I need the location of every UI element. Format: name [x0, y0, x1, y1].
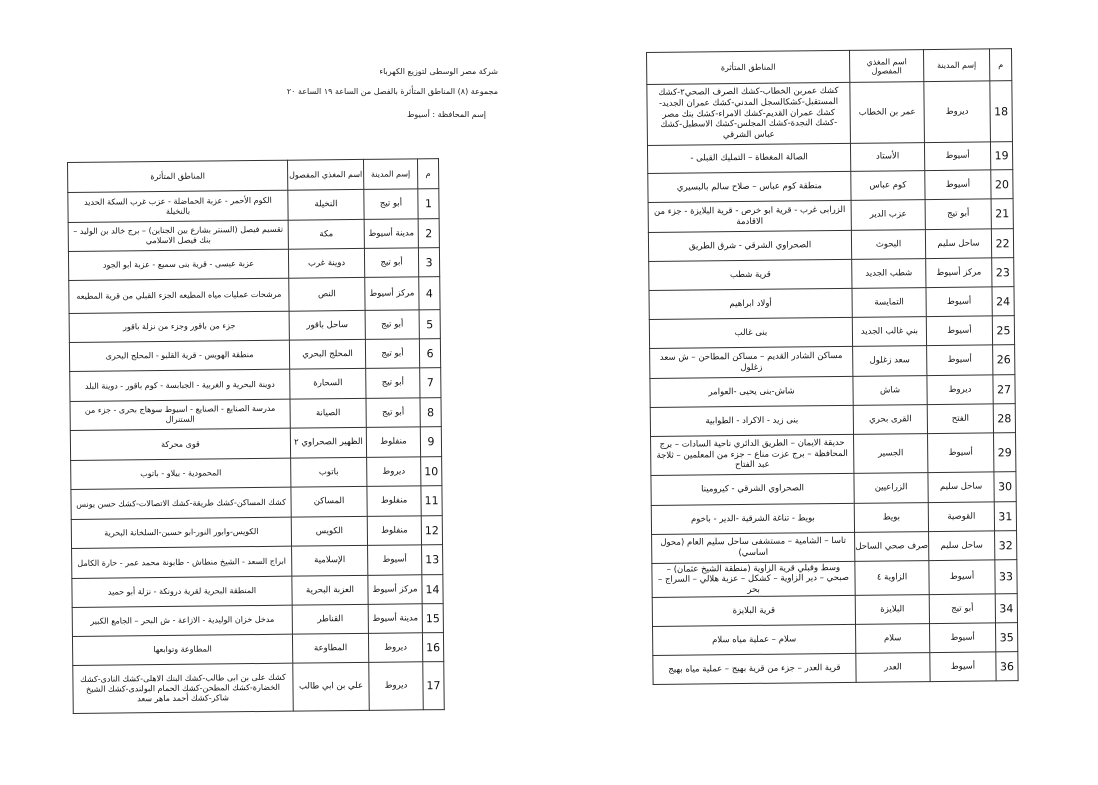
table-row: [647, 142, 1012, 174]
city-cell: منفلوط: [367, 486, 421, 517]
city-cell: أسيوط: [930, 652, 996, 682]
row-number: 13: [422, 545, 443, 575]
feeder-cell: العزبة البحرية: [292, 575, 368, 605]
areas-cell: الصالة المغطاة – التمليك القبلى -: [647, 143, 850, 173]
areas-cell: ابراج السعد - الشيخ منطاش - طابونة محمد عمر - حارة الكامل: [72, 546, 292, 578]
feeder-cell: الزراعيين: [854, 473, 928, 504]
feeder-cell: دوينة غرب: [288, 248, 364, 278]
city-cell: مركز أسيوط: [365, 277, 419, 311]
areas-cell: حديقة الايمان – الطريق الدائري ناحية السادات – برج المحافظة – برج عزت مناع – جزء من المعلمين – ثلاجة عبد الفتاح: [651, 434, 854, 475]
feeder-cell: المساكن: [291, 486, 367, 517]
col-header-city: إسم المدينة: [363, 159, 417, 190]
city-cell: أسيوط: [924, 142, 990, 171]
row-number: 22: [991, 229, 1013, 258]
row-number: 5: [419, 310, 440, 339]
table-row: [71, 486, 442, 520]
feeder-cell: الأستاد: [850, 143, 924, 172]
table-row: [652, 560, 1017, 598]
row-number: 36: [996, 652, 1018, 681]
row-number: 3: [418, 248, 439, 277]
table-row: [648, 199, 1013, 233]
feeder-cell: النخيلة: [288, 189, 364, 220]
row-number: 4: [419, 277, 440, 310]
areas-cell: منطقة الهويس - قرية القليو - المحلج البحرى: [69, 340, 289, 371]
areas-cell: مساكن الشادر القديم – مساكن المطاحن – ش سعد زغلول: [650, 346, 853, 378]
feeder-cell: الجسير: [854, 434, 928, 474]
table-row: [68, 219, 439, 252]
city-cell: أبو تيج: [925, 199, 991, 230]
areas-cell: قرية البلايزة: [652, 595, 855, 626]
feeder-cell: عزب الدير: [851, 200, 925, 231]
feeder-cell: البلايزة: [855, 595, 929, 625]
areas-cell: بنى زيد - الاكراد - الطوابية: [650, 405, 853, 436]
col-header-feeder: اسم المغذي المفصول: [287, 159, 363, 190]
areas-cell: مرشحات عمليات مياه المطيعه الجزء القبلي من قرية المطيعه: [69, 278, 289, 313]
row-number: 20: [991, 170, 1013, 199]
feeder-cell: السحارة: [290, 368, 366, 399]
row-number: 7: [420, 368, 441, 398]
areas-cell: وسط وقبلي قرية الزاوية (منطقة الشيخ عثمان) – صبحي – دير الزاوية – كشكل – عزبة هلالي – السراج – بحر: [652, 561, 855, 597]
feeder-cell: العدر: [856, 653, 930, 683]
areas-cell: منطقة كوم عباس – صلاح سالم بالبسيري: [648, 171, 851, 202]
row-number: 17: [423, 662, 445, 710]
areas-cell: الكوم الأحمر - عزبة الحماضلة - عزب غرب السكة الحديد بالنخيلة: [68, 190, 288, 222]
governorate-label: إسم المحافظة : أسيوط: [406, 110, 486, 119]
row-number: 21: [991, 199, 1013, 229]
table-row: [653, 652, 1018, 685]
table-row: [72, 545, 443, 579]
feeder-cell: شطب الجديد: [852, 259, 926, 289]
feeder-cell: الزاوية ٤: [855, 561, 929, 596]
table-row: [70, 398, 441, 431]
city-cell: أبو تيج: [366, 398, 420, 428]
areas-cell: قرية شطب: [649, 259, 852, 290]
feeder-cell: التمايسة: [852, 288, 926, 318]
city-cell: ديروط: [367, 457, 421, 487]
city-cell: أسيوط: [930, 623, 996, 653]
row-number: 2: [418, 219, 439, 248]
col-header-feeder: اسم المغذي المفصول: [849, 50, 923, 83]
row-number: 15: [422, 604, 443, 633]
table-row: [648, 170, 1013, 203]
table-row: [71, 457, 442, 490]
areas-cell: تاسا – الشامية – مستشفى ساحل سليم العام (محول اساسي): [652, 532, 855, 563]
table-row: [651, 502, 1016, 535]
row-number: 35: [995, 623, 1017, 652]
city-cell: مركز أسيوط: [926, 258, 992, 288]
table-row: [650, 404, 1015, 437]
feeder-cell: شاش: [853, 376, 927, 406]
areas-cell: الكويس-وابور النور-ابو حسين-السلخانة البحرية: [71, 517, 291, 548]
city-cell: أبو تيج: [365, 310, 419, 340]
city-cell: أسيوط: [926, 316, 992, 346]
row-number: 26: [993, 345, 1015, 375]
table-row: [70, 368, 441, 402]
city-cell: ديروط: [368, 633, 422, 663]
table-row: [70, 427, 441, 461]
row-number: 23: [992, 258, 1014, 287]
areas-cell: شاش-بنى يحيى -العوامر: [650, 376, 853, 407]
feeder-cell: سلام: [856, 624, 930, 654]
areas-cell: المحمودية - بيلاو - باتوب: [71, 458, 291, 489]
feeder-cell: القرى بحري: [853, 405, 927, 435]
areas-cell: قوى محركة: [70, 428, 290, 460]
table-row: [649, 316, 1014, 349]
row-number: 19: [990, 142, 1012, 170]
city-cell: أسيوط: [927, 345, 993, 376]
row-number: 34: [995, 594, 1017, 623]
feeder-cell: بني غالب الجديد: [852, 317, 926, 347]
feeder-cell: بويط: [854, 503, 928, 533]
areas-cell: أولاد ابراهيم: [649, 288, 852, 319]
table-row: [649, 258, 1014, 291]
feeder-cell: الصيانة: [290, 398, 366, 428]
row-number: 25: [992, 316, 1014, 345]
city-cell: ساحل سليم: [928, 472, 994, 503]
city-cell: ساحل سليم: [929, 531, 995, 561]
table-row: [650, 345, 1015, 379]
city-cell: أسيوط: [925, 170, 991, 200]
feeder-cell: كوم عباس: [851, 171, 925, 201]
left-table-body: [68, 189, 444, 714]
table-row: [648, 229, 1013, 262]
row-number: 14: [422, 575, 443, 604]
feeder-cell: مكة: [288, 219, 364, 249]
row-number: 8: [420, 398, 441, 427]
areas-cell: بنى غالب: [649, 317, 852, 348]
city-cell: ساحل سليم: [925, 229, 991, 259]
company-name: شركة مصر الوسطى لتوزيع الكهرباء: [379, 67, 498, 76]
table-row: [651, 472, 1016, 506]
areas-cell: جزء من باقور وجزء من نزلة باقور: [69, 311, 289, 342]
row-number: 27: [993, 375, 1015, 404]
group-title: مجموعة (٨) المناطق المتأثرة بالفصل من الساعة ١٩ الساعة ٢٠: [286, 87, 498, 96]
feeder-cell: صرف صحي الساحل: [855, 532, 929, 562]
areas-cell: الزرابى غرب - قرية ابو خرص - قرية البلايزة - جزء من الاقادمة: [648, 200, 851, 232]
table-row: [71, 516, 442, 549]
table-row: [650, 375, 1015, 408]
feeder-cell: المطاوعة: [292, 633, 368, 663]
feeder-cell: الكويس: [291, 516, 367, 546]
row-number: 31: [994, 502, 1016, 531]
city-cell: أبو تيج: [364, 248, 418, 278]
row-number: 28: [993, 404, 1015, 433]
city-cell: ديروط: [924, 81, 991, 143]
city-cell: مركز أسيوط: [368, 575, 422, 605]
areas-cell: مدرسة الصنايع - الصنايع - اسيوط سوهاج بحرى - جزء من الستنرال: [70, 399, 290, 430]
col-header-areas: المناطق المتأثرة: [647, 50, 850, 84]
city-cell: ديروط: [369, 662, 423, 711]
feeder-cell: عمر بن الخطاب: [850, 82, 925, 144]
row-number: 33: [995, 560, 1017, 594]
table-row: [72, 604, 443, 637]
feeder-cell: النص: [289, 277, 365, 311]
row-number: 29: [994, 433, 1016, 472]
table-row: [69, 277, 440, 314]
areas-cell: كشك على بن ابى طالب-كشك البنك الاهلى-كشك النادى-كشك الخضارة-كشك المطحن-كشك الحمام البولندى-كشك الشيخ شاكر-كشك أحمد ماهر سعد: [73, 663, 293, 713]
row-number: 10: [421, 457, 442, 486]
city-cell: أسيوط: [926, 287, 992, 317]
row-number: 1: [418, 189, 439, 219]
table-row: [69, 339, 440, 372]
table-row: [68, 248, 439, 281]
areas-cell: كشك عمربن الخطاب-كشك الصرف الصحي٢-كشك المستقبل-كشكالسجل المدني-كشك عمران الجديد-كشك عمران القديم-كشك الامراء-كشك بنك مصر -كشك النجدة-كشك المجلس-كشك الاسطبل-كشك عباس الشرقي: [647, 82, 851, 145]
city-cell: أسيوط: [368, 545, 422, 576]
areas-cell: الصحراوي الشرقي - كيرومينا: [651, 473, 854, 505]
table-row: [652, 531, 1017, 564]
row-number: 18: [990, 81, 1013, 142]
feeder-cell: علي بن ابي طالب: [293, 662, 369, 711]
city-cell: أبو تيج: [364, 189, 418, 220]
city-cell: مدينة أسيوط: [364, 219, 418, 249]
left-areas-table: [67, 158, 445, 714]
col-header-areas: المناطق المتأثرة: [68, 160, 288, 192]
table-row: [72, 575, 443, 608]
areas-cell: عزبة عيسى - قرية بنى سميع - عزبة ابو الجود: [68, 249, 288, 280]
row-number: 11: [421, 486, 442, 516]
table-row: [647, 81, 1013, 146]
table-header-row: [647, 49, 1012, 85]
table-row: [652, 594, 1017, 627]
city-cell: أبو تيج: [929, 594, 995, 624]
areas-cell: كشك المساكن-كشك طريقة-كشك الاتصالات-كشك حسن يونس: [71, 487, 291, 519]
col-header-num: م: [989, 49, 1011, 81]
areas-cell: قرية العدر – جزء من قرية بهيج – عملية مياه بهيج: [653, 653, 856, 684]
right-areas-table: [646, 48, 1019, 685]
row-number: 12: [421, 516, 442, 545]
areas-cell: الصحراوي الشرقي - شرق الطريق: [648, 230, 851, 261]
areas-cell: سلام – عملية مياه سلام: [653, 624, 856, 655]
city-cell: أسيوط: [929, 560, 995, 595]
feeder-cell: باتوب: [291, 457, 367, 487]
row-number: 16: [422, 633, 443, 662]
feeder-cell: القناطر: [292, 604, 368, 634]
table-row: [72, 633, 443, 666]
city-cell: ديروط: [927, 375, 993, 405]
col-header-num: م: [417, 159, 438, 189]
table-row: [649, 287, 1014, 320]
col-header-city: إسم المدينة: [923, 49, 989, 82]
city-cell: منفلوط: [366, 427, 420, 458]
city-cell: الفتح: [927, 404, 993, 434]
areas-cell: المطاوعة وتوابعها: [72, 634, 292, 665]
feeder-cell: البحوث: [851, 230, 925, 260]
areas-cell: دوينة البحرية و الغربية - الجبابسة - كوم باقور - دوينة البلد: [70, 369, 290, 401]
city-cell: مدينة أسيوط: [368, 604, 422, 634]
city-cell: أسيوط: [928, 433, 994, 473]
table-row: [651, 433, 1016, 476]
areas-cell: المنطقة البحرية لقرية درونكة - نزلة أبو حميد: [72, 576, 292, 607]
areas-cell: مدخل خزان الوليدية - الازاعة - ش البحر – الجامع الكبير: [72, 605, 292, 636]
city-cell: أبو تيج: [366, 368, 420, 399]
areas-cell: تقسيم فيصل (السنتر بشارع بين الجناين) – برج خالد بن الوليد – بنك فيصل الاسلامي: [68, 220, 288, 251]
row-number: 30: [994, 472, 1016, 502]
feeder-cell: ساحل باقور: [289, 310, 365, 340]
feeder-cell: الظهير الصحراوي ٢: [290, 427, 366, 458]
city-cell: منفلوط: [367, 516, 421, 546]
table-row: [73, 662, 444, 714]
table-row: [68, 189, 439, 223]
city-cell: أبو تيج: [365, 339, 419, 369]
table-row: [69, 310, 440, 343]
row-number: 24: [992, 287, 1014, 316]
feeder-cell: سعد زغلول: [853, 346, 927, 377]
row-number: 32: [995, 531, 1017, 560]
city-cell: القوصية: [928, 502, 994, 532]
areas-cell: بويط - تناغة الشرقية -الدير - باخوم: [651, 503, 854, 534]
row-number: 9: [420, 427, 441, 457]
feeder-cell: الإسلامية: [292, 545, 368, 576]
table-row: [653, 623, 1018, 656]
table-header-row: [68, 159, 439, 193]
row-number: 6: [419, 339, 440, 368]
feeder-cell: المحلج البحري: [289, 339, 365, 369]
right-table-body: [647, 81, 1018, 685]
